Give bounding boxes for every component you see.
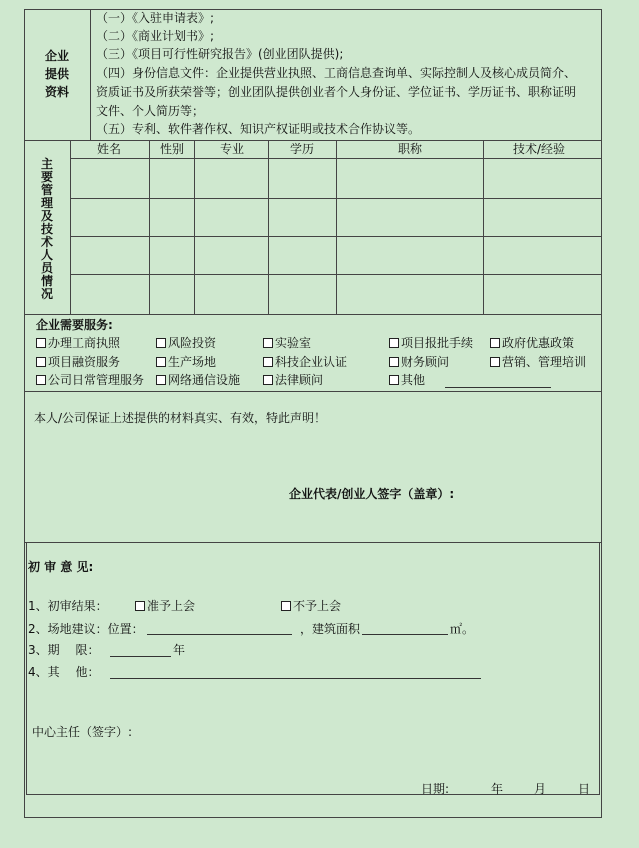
date-day: 日 (578, 782, 591, 796)
provide-label-line2: 提供 (45, 67, 70, 81)
checkbox[interactable] (36, 375, 46, 385)
checkbox[interactable] (389, 357, 399, 367)
site-suggestion-label: 2、场地建议：位置： (28, 622, 144, 636)
checkbox[interactable] (263, 338, 273, 348)
checkbox[interactable] (36, 357, 46, 367)
service-option[interactable]: 营销、管理培训 (490, 355, 586, 369)
provide-item-4-cont: 资质证书及所获荣誉等；创业团队提供创业者个人身份证、学位证书、学历证书、职称证明 (96, 85, 577, 99)
checkbox[interactable] (263, 357, 273, 367)
representative-signature-label: 企业代表/创业人签字（盖章）: (289, 487, 455, 501)
provide-item-2: （二）《商业计划书》; (96, 29, 215, 43)
services-top-line (24, 314, 602, 315)
staff-header-gender: 性别 (160, 142, 185, 156)
date-month: 月 (534, 782, 547, 796)
checkbox[interactable] (156, 338, 166, 348)
provide-item-3: （三）《项目可行性研究报告》(创业团队提供); (96, 47, 344, 61)
staff-col-line-3 (268, 140, 269, 314)
staff-section-label: 主要管理及技术人员情况 (40, 157, 53, 301)
review-inner-left (26, 542, 27, 794)
other-field[interactable] (110, 678, 481, 679)
staff-header-major: 专业 (220, 142, 245, 156)
provide-bottom-line (24, 140, 602, 141)
provide-label-line1: 企业 (45, 49, 70, 63)
checkbox[interactable] (36, 338, 46, 348)
table-top-border (24, 9, 602, 10)
staff-header-education: 学历 (290, 142, 315, 156)
staff-col-line-2 (194, 140, 195, 314)
building-area-field[interactable] (362, 634, 448, 635)
director-signature-label: 中心主任（签字）: (32, 725, 133, 739)
review-result-label: 1、初审结果： (28, 599, 108, 613)
service-option[interactable]: 生产场地 (156, 355, 216, 369)
other-service-field[interactable] (445, 387, 551, 388)
checkbox[interactable] (490, 338, 500, 348)
service-option[interactable]: 政府优惠政策 (490, 336, 574, 350)
provide-item-5: （五）专利、软件著作权、知识产权证明或技术合作协议等。 (96, 122, 421, 136)
staff-header-name: 姓名 (97, 142, 122, 156)
review-inner-bottom (26, 794, 600, 795)
date-label: 日期: (421, 782, 450, 796)
checkbox[interactable] (156, 375, 166, 385)
service-option[interactable]: 办理工商执照 (36, 336, 120, 350)
checkbox[interactable] (135, 601, 145, 611)
service-option[interactable]: 项目报批手续 (389, 336, 473, 350)
checkbox[interactable] (490, 357, 500, 367)
staff-label-divider (70, 140, 71, 314)
service-option[interactable]: 项目融资服务 (36, 355, 120, 369)
table-right-border (601, 9, 602, 817)
staff-header-title: 职称 (398, 142, 423, 156)
provide-label-line3: 资料 (45, 85, 70, 99)
service-option[interactable]: 财务顾问 (389, 355, 449, 369)
service-option[interactable]: 其他 (389, 373, 425, 387)
review-top-line (24, 542, 602, 543)
checkbox[interactable] (389, 338, 399, 348)
period-label: 3、期 限： (28, 643, 100, 657)
provide-label-divider (90, 9, 91, 140)
checkbox[interactable] (263, 375, 273, 385)
date-year: 年 (491, 782, 504, 796)
table-bottom-border (24, 817, 602, 818)
reject-option[interactable]: 不予上会 (281, 599, 341, 613)
checkbox[interactable] (156, 357, 166, 367)
services-title: 企业需要服务: (36, 318, 113, 332)
service-option[interactable]: 风险投资 (156, 336, 216, 350)
review-title: 初 审 意 见: (28, 560, 94, 574)
staff-col-line-5 (483, 140, 484, 314)
service-option[interactable]: 科技企业认证 (263, 355, 347, 369)
period-unit: 年 (173, 643, 186, 657)
other-label: 4、其 他： (28, 665, 100, 679)
site-location-field[interactable] (147, 634, 292, 635)
review-inner-right (599, 542, 600, 794)
building-area-label: ，建筑面积 (300, 622, 361, 636)
staff-col-line-1 (149, 140, 150, 314)
area-unit: ㎡。 (450, 622, 475, 636)
service-option[interactable]: 公司日常管理服务 (36, 373, 144, 387)
declaration-text: 本人/公司保证上述提供的材料真实、有效，特此声明！ (34, 411, 327, 425)
service-option[interactable]: 网络通信设施 (156, 373, 240, 387)
table-left-border (24, 9, 25, 817)
declaration-top-line (24, 391, 602, 392)
checkbox[interactable] (281, 601, 291, 611)
service-option[interactable]: 法律顾问 (263, 373, 323, 387)
provide-item-1: （一）《入驻申请表》; (96, 11, 215, 25)
approve-option[interactable]: 准予上会 (135, 599, 195, 613)
provide-item-4-cont2: 文件、个人简历等； (96, 104, 205, 118)
provide-item-4: （四）身份信息文件：企业提供营业执照、工商信息查询单、实际控制人及核心成员简介、 (96, 66, 577, 80)
staff-col-line-4 (336, 140, 337, 314)
checkbox[interactable] (389, 375, 399, 385)
service-option[interactable]: 实验室 (263, 336, 311, 350)
period-field[interactable] (110, 656, 171, 657)
staff-header-experience: 技术/经验 (513, 142, 566, 156)
